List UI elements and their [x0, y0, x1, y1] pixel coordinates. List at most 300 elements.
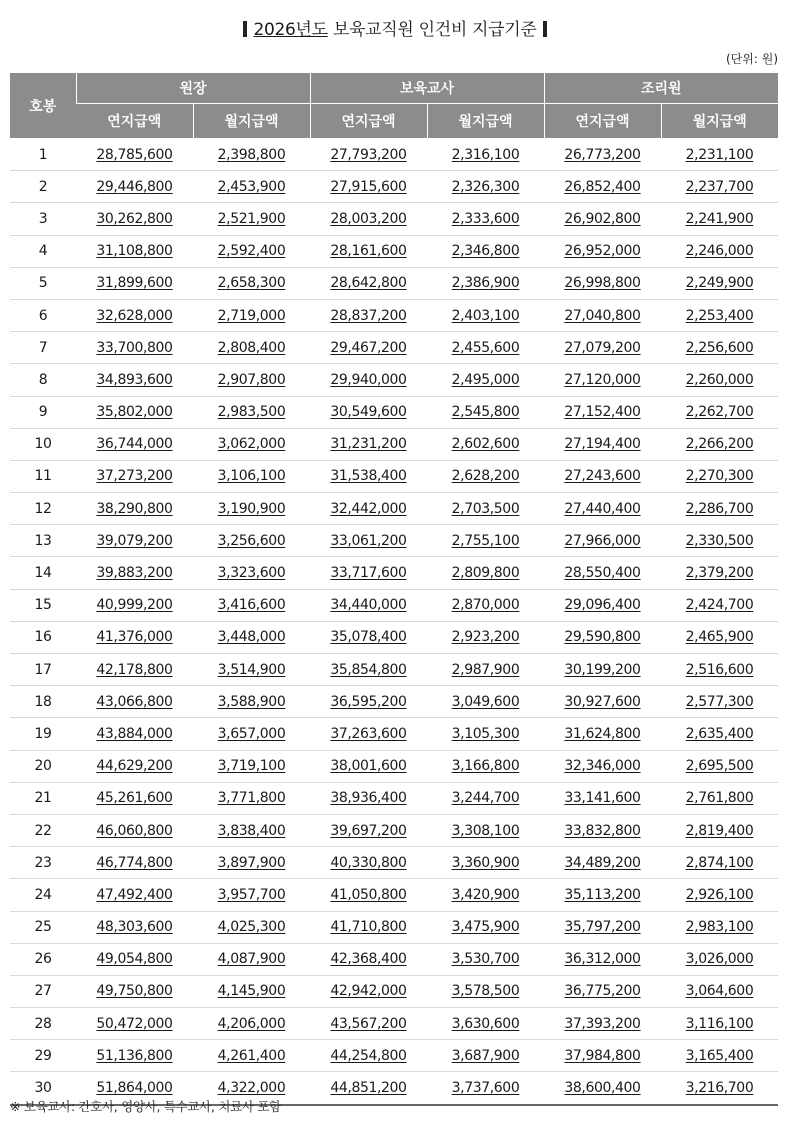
cook-monthly-cell [661, 654, 778, 686]
header-monthly: 월지급액 [661, 104, 778, 139]
amount-value: 27,152,400 [564, 404, 641, 421]
teacher-annual-cell [310, 750, 427, 782]
cook-annual-cell [544, 782, 661, 814]
amount-value: 3,838,400 [217, 822, 286, 839]
amount-value: 2,658,300 [217, 275, 286, 292]
teacher-monthly-cell [427, 975, 544, 1007]
amount-value: 36,312,000 [564, 951, 641, 968]
amount-value: 27,120,000 [564, 371, 641, 388]
table-row [10, 943, 778, 975]
director-monthly-cell [193, 782, 310, 814]
amount-value: 30,927,600 [564, 693, 641, 710]
teacher-monthly-cell [427, 460, 544, 492]
teacher-annual-cell [310, 364, 427, 396]
amount-value: 47,492,400 [96, 886, 173, 903]
cook-annual-cell [544, 686, 661, 718]
amount-value: 33,717,600 [330, 565, 407, 582]
amount-value: 40,999,200 [96, 597, 173, 614]
teacher-monthly-cell [427, 1040, 544, 1072]
amount-value: 37,393,200 [564, 1015, 641, 1032]
amount-value: 38,001,600 [330, 758, 407, 775]
amount-value: 2,577,300 [685, 693, 754, 710]
amount-value: 2,874,100 [685, 854, 754, 871]
director-annual-cell [76, 525, 193, 557]
cook-monthly-cell [661, 621, 778, 653]
amount-value: 2,455,600 [451, 339, 520, 356]
table-row [10, 396, 778, 428]
amount-value: 2,424,700 [685, 597, 754, 614]
cook-annual-cell [544, 750, 661, 782]
amount-value: 2,453,900 [217, 178, 286, 195]
hobong-cell: 7 [10, 332, 76, 364]
amount-value: 28,837,200 [330, 307, 407, 324]
teacher-monthly-cell [427, 750, 544, 782]
cook-annual-cell [544, 1072, 661, 1105]
amount-value: 35,797,200 [564, 919, 641, 936]
unit-note: (단위: 원) [726, 52, 778, 66]
cook-monthly-cell [661, 299, 778, 331]
hobong-cell: 9 [10, 396, 76, 428]
director-monthly-cell [193, 621, 310, 653]
amount-value: 3,420,900 [451, 886, 520, 903]
amount-value: 3,514,900 [217, 661, 286, 678]
amount-value: 3,190,900 [217, 500, 286, 517]
director-monthly-cell [193, 460, 310, 492]
amount-value: 29,446,800 [96, 178, 173, 195]
cook-monthly-cell [661, 332, 778, 364]
amount-value: 2,403,100 [451, 307, 520, 324]
director-monthly-cell [193, 235, 310, 267]
amount-value: 2,870,000 [451, 597, 520, 614]
director-annual-cell [76, 428, 193, 460]
amount-value: 26,998,800 [564, 275, 641, 292]
teacher-annual-cell [310, 911, 427, 943]
amount-value: 2,379,200 [685, 565, 754, 582]
amount-value: 48,303,600 [96, 919, 173, 936]
amount-value: 2,983,100 [685, 919, 754, 936]
amount-value: 28,642,800 [330, 275, 407, 292]
cook-monthly-cell [661, 171, 778, 203]
director-monthly-cell [193, 525, 310, 557]
amount-value: 3,448,000 [217, 629, 286, 646]
amount-value: 3,323,600 [217, 565, 286, 582]
amount-value: 2,286,700 [685, 500, 754, 517]
amount-value: 27,793,200 [330, 146, 407, 163]
amount-value: 38,936,400 [330, 790, 407, 807]
teacher-monthly-cell [427, 171, 544, 203]
amount-value: 2,809,800 [451, 565, 520, 582]
cook-annual-cell [544, 879, 661, 911]
table-row [10, 557, 778, 589]
amount-value: 39,079,200 [96, 532, 173, 549]
cook-monthly-cell [661, 139, 778, 171]
table-row [10, 203, 778, 235]
teacher-annual-cell [310, 879, 427, 911]
amount-value: 32,628,000 [96, 307, 173, 324]
amount-value: 3,026,000 [685, 951, 754, 968]
cook-annual-cell [544, 525, 661, 557]
table-row [10, 139, 778, 171]
hobong-cell: 4 [10, 235, 76, 267]
director-monthly-cell [193, 943, 310, 975]
amount-value: 50,472,000 [96, 1015, 173, 1032]
cook-monthly-cell [661, 589, 778, 621]
amount-value: 2,628,200 [451, 468, 520, 485]
table-row [10, 782, 778, 814]
amount-value: 27,194,400 [564, 436, 641, 453]
cook-monthly-cell [661, 1008, 778, 1040]
amount-value: 2,237,700 [685, 178, 754, 195]
amount-value: 2,703,500 [451, 500, 520, 517]
cook-monthly-cell [661, 718, 778, 750]
cook-monthly-cell [661, 943, 778, 975]
teacher-monthly-cell [427, 493, 544, 525]
amount-value: 2,635,400 [685, 725, 754, 742]
amount-value: 3,719,100 [217, 758, 286, 775]
teacher-monthly-cell [427, 589, 544, 621]
amount-value: 36,595,200 [330, 693, 407, 710]
amount-value: 2,231,100 [685, 146, 754, 163]
cook-monthly-cell [661, 782, 778, 814]
amount-value: 3,957,700 [217, 886, 286, 903]
teacher-monthly-cell [427, 299, 544, 331]
amount-value: 46,060,800 [96, 822, 173, 839]
director-monthly-cell [193, 428, 310, 460]
teacher-annual-cell [310, 589, 427, 621]
amount-value: 3,360,900 [451, 854, 520, 871]
amount-value: 39,883,200 [96, 565, 173, 582]
cook-annual-cell [544, 299, 661, 331]
table-body [10, 139, 778, 1105]
amount-value: 46,774,800 [96, 854, 173, 871]
director-monthly-cell [193, 686, 310, 718]
amount-value: 3,105,300 [451, 725, 520, 742]
amount-value: 2,592,400 [217, 243, 286, 260]
amount-value: 2,330,500 [685, 532, 754, 549]
table-row [10, 1008, 778, 1040]
director-annual-cell [76, 686, 193, 718]
amount-value: 2,907,800 [217, 371, 286, 388]
table-row [10, 364, 778, 396]
cook-monthly-cell [661, 847, 778, 879]
amount-value: 29,096,400 [564, 597, 641, 614]
cook-monthly-cell [661, 460, 778, 492]
director-annual-cell [76, 171, 193, 203]
amount-value: 44,254,800 [330, 1047, 407, 1064]
teacher-monthly-cell [427, 332, 544, 364]
cook-annual-cell [544, 267, 661, 299]
header-monthly: 월지급액 [193, 104, 310, 139]
teacher-monthly-cell [427, 686, 544, 718]
teacher-annual-cell [310, 493, 427, 525]
hobong-cell: 21 [10, 782, 76, 814]
amount-value: 44,851,200 [330, 1080, 407, 1097]
hobong-cell: 2 [10, 171, 76, 203]
cook-monthly-cell [661, 364, 778, 396]
amount-value: 33,700,800 [96, 339, 173, 356]
table-row [10, 975, 778, 1007]
amount-value: 2,465,900 [685, 629, 754, 646]
amount-value: 2,262,700 [685, 404, 754, 421]
amount-value: 31,624,800 [564, 725, 641, 742]
hobong-cell: 3 [10, 203, 76, 235]
cook-annual-cell [544, 621, 661, 653]
amount-value: 38,600,400 [564, 1080, 641, 1097]
teacher-annual-cell [310, 396, 427, 428]
amount-value: 37,263,600 [330, 725, 407, 742]
amount-value: 27,243,600 [564, 468, 641, 485]
teacher-annual-cell [310, 1072, 427, 1105]
salary-table [10, 73, 778, 1106]
cook-annual-cell [544, 847, 661, 879]
amount-value: 3,049,600 [451, 693, 520, 710]
amount-value: 3,416,600 [217, 597, 286, 614]
teacher-annual-cell [310, 525, 427, 557]
teacher-annual-cell [310, 235, 427, 267]
director-annual-cell [76, 943, 193, 975]
hobong-cell: 30 [10, 1072, 76, 1105]
director-annual-cell [76, 911, 193, 943]
cook-annual-cell [544, 975, 661, 1007]
director-monthly-cell [193, 814, 310, 846]
amount-value: 2,386,900 [451, 275, 520, 292]
director-monthly-cell [193, 396, 310, 428]
table-row [10, 235, 778, 267]
amount-value: 26,952,000 [564, 243, 641, 260]
director-monthly-cell [193, 299, 310, 331]
teacher-annual-cell [310, 847, 427, 879]
director-annual-cell [76, 396, 193, 428]
teacher-monthly-cell [427, 1008, 544, 1040]
amount-value: 2,602,600 [451, 436, 520, 453]
amount-value: 3,578,500 [451, 983, 520, 1000]
director-monthly-cell [193, 493, 310, 525]
amount-value: 43,567,200 [330, 1015, 407, 1032]
title-year: 2026년도 [253, 20, 328, 40]
teacher-monthly-cell [427, 814, 544, 846]
amount-value: 3,630,600 [451, 1015, 520, 1032]
director-monthly-cell [193, 139, 310, 171]
amount-value: 3,216,700 [685, 1080, 754, 1097]
amount-value: 3,116,100 [685, 1015, 754, 1032]
cook-monthly-cell [661, 235, 778, 267]
amount-value: 2,333,600 [451, 210, 520, 227]
cook-annual-cell [544, 911, 661, 943]
teacher-annual-cell [310, 814, 427, 846]
amount-value: 2,249,900 [685, 275, 754, 292]
amount-value: 32,346,000 [564, 758, 641, 775]
teacher-monthly-cell [427, 428, 544, 460]
amount-value: 2,808,400 [217, 339, 286, 356]
table-row [10, 654, 778, 686]
table-row [10, 718, 778, 750]
amount-value: 29,940,000 [330, 371, 407, 388]
amount-value: 2,819,400 [685, 822, 754, 839]
director-annual-cell [76, 332, 193, 364]
teacher-monthly-cell [427, 525, 544, 557]
amount-value: 4,206,000 [217, 1015, 286, 1032]
header-annual: 연지급액 [76, 104, 193, 139]
director-annual-cell [76, 589, 193, 621]
cook-annual-cell [544, 235, 661, 267]
amount-value: 27,040,800 [564, 307, 641, 324]
hobong-cell: 10 [10, 428, 76, 460]
table-row [10, 750, 778, 782]
amount-value: 2,246,000 [685, 243, 754, 260]
amount-value: 27,440,400 [564, 500, 641, 517]
amount-value: 42,942,000 [330, 983, 407, 1000]
director-annual-cell [76, 235, 193, 267]
amount-value: 2,346,800 [451, 243, 520, 260]
teacher-annual-cell [310, 139, 427, 171]
amount-value: 51,864,000 [96, 1080, 173, 1097]
page-title [0, 18, 790, 42]
amount-value: 2,923,200 [451, 629, 520, 646]
director-monthly-cell [193, 557, 310, 589]
director-annual-cell [76, 654, 193, 686]
cook-annual-cell [544, 1008, 661, 1040]
table-row [10, 1040, 778, 1072]
cook-monthly-cell [661, 1072, 778, 1105]
director-annual-cell [76, 975, 193, 1007]
director-monthly-cell [193, 1040, 310, 1072]
hobong-cell: 1 [10, 139, 76, 171]
amount-value: 39,697,200 [330, 822, 407, 839]
table-row [10, 493, 778, 525]
teacher-monthly-cell [427, 879, 544, 911]
teacher-monthly-cell [427, 364, 544, 396]
director-annual-cell [76, 814, 193, 846]
cook-monthly-cell [661, 686, 778, 718]
teacher-monthly-cell [427, 654, 544, 686]
amount-value: 3,657,000 [217, 725, 286, 742]
amount-value: 3,062,000 [217, 436, 286, 453]
amount-value: 2,755,100 [451, 532, 520, 549]
amount-value: 2,270,300 [685, 468, 754, 485]
director-annual-cell [76, 299, 193, 331]
amount-value: 28,003,200 [330, 210, 407, 227]
cook-annual-cell [544, 203, 661, 235]
table-row [10, 525, 778, 557]
director-annual-cell [76, 782, 193, 814]
amount-value: 31,538,400 [330, 468, 407, 485]
header-annual: 연지급액 [310, 104, 427, 139]
hobong-cell: 29 [10, 1040, 76, 1072]
amount-value: 49,054,800 [96, 951, 173, 968]
director-annual-cell [76, 203, 193, 235]
amount-value: 38,290,800 [96, 500, 173, 517]
director-annual-cell [76, 267, 193, 299]
amount-value: 31,899,600 [96, 275, 173, 292]
amount-value: 49,750,800 [96, 983, 173, 1000]
hobong-cell: 28 [10, 1008, 76, 1040]
director-annual-cell [76, 460, 193, 492]
director-monthly-cell [193, 267, 310, 299]
amount-value: 2,241,900 [685, 210, 754, 227]
amount-value: 3,771,800 [217, 790, 286, 807]
cook-annual-cell [544, 364, 661, 396]
amount-value: 2,761,800 [685, 790, 754, 807]
teacher-annual-cell [310, 428, 427, 460]
table-row [10, 460, 778, 492]
teacher-annual-cell [310, 654, 427, 686]
teacher-monthly-cell [427, 235, 544, 267]
cook-annual-cell [544, 943, 661, 975]
director-annual-cell [76, 718, 193, 750]
amount-value: 28,161,600 [330, 243, 407, 260]
table-row [10, 589, 778, 621]
cook-annual-cell [544, 1040, 661, 1072]
amount-value: 3,475,900 [451, 919, 520, 936]
amount-value: 3,588,900 [217, 693, 286, 710]
teacher-annual-cell [310, 557, 427, 589]
director-monthly-cell [193, 589, 310, 621]
cook-monthly-cell [661, 267, 778, 299]
director-annual-cell [76, 750, 193, 782]
cook-monthly-cell [661, 975, 778, 1007]
director-annual-cell [76, 493, 193, 525]
table-row [10, 171, 778, 203]
amount-value: 3,064,600 [685, 983, 754, 1000]
amount-value: 26,773,200 [564, 146, 641, 163]
teacher-monthly-cell [427, 847, 544, 879]
amount-value: 2,316,100 [451, 146, 520, 163]
amount-value: 2,719,000 [217, 307, 286, 324]
hobong-cell: 14 [10, 557, 76, 589]
hobong-cell: 22 [10, 814, 76, 846]
director-monthly-cell [193, 654, 310, 686]
amount-value: 28,785,600 [96, 146, 173, 163]
amount-value: 34,440,000 [330, 597, 407, 614]
hobong-cell: 12 [10, 493, 76, 525]
amount-value: 36,775,200 [564, 983, 641, 1000]
cook-annual-cell [544, 493, 661, 525]
amount-value: 3,165,400 [685, 1047, 754, 1064]
hobong-cell: 24 [10, 879, 76, 911]
amount-value: 31,108,800 [96, 243, 173, 260]
director-monthly-cell [193, 847, 310, 879]
title-text: 보육교직원 인건비 지급기준 [332, 20, 537, 40]
hobong-cell: 18 [10, 686, 76, 718]
teacher-annual-cell [310, 299, 427, 331]
amount-value: 3,530,700 [451, 951, 520, 968]
amount-value: 3,308,100 [451, 822, 520, 839]
hobong-cell: 19 [10, 718, 76, 750]
teacher-monthly-cell [427, 203, 544, 235]
teacher-monthly-cell [427, 139, 544, 171]
amount-value: 42,368,400 [330, 951, 407, 968]
cook-annual-cell [544, 460, 661, 492]
amount-value: 30,549,600 [330, 404, 407, 421]
title-left-bar [243, 21, 247, 37]
amount-value: 35,854,800 [330, 661, 407, 678]
amount-value: 4,261,400 [217, 1047, 286, 1064]
amount-value: 3,244,700 [451, 790, 520, 807]
amount-value: 4,322,000 [217, 1080, 286, 1097]
amount-value: 27,915,600 [330, 178, 407, 195]
table-row [10, 621, 778, 653]
amount-value: 44,629,200 [96, 758, 173, 775]
hobong-cell: 16 [10, 621, 76, 653]
director-monthly-cell [193, 879, 310, 911]
amount-value: 43,066,800 [96, 693, 173, 710]
amount-value: 3,897,900 [217, 854, 286, 871]
hobong-cell: 8 [10, 364, 76, 396]
director-annual-cell [76, 621, 193, 653]
hobong-cell: 26 [10, 943, 76, 975]
director-annual-cell [76, 139, 193, 171]
cook-monthly-cell [661, 1040, 778, 1072]
